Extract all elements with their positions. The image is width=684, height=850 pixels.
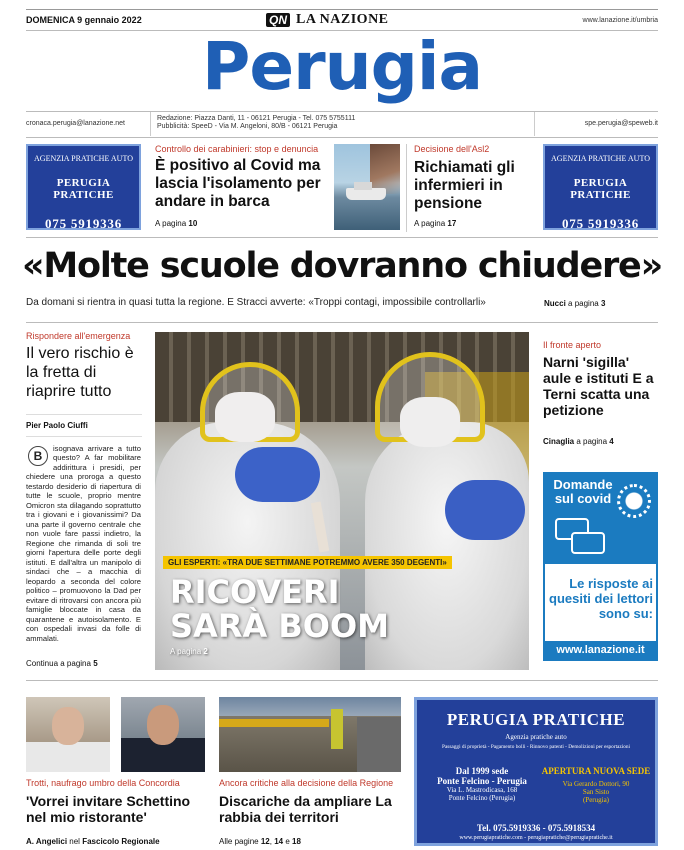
photo-headline[interactable] xyxy=(170,573,389,645)
bottom1-author: A. Angelici xyxy=(26,837,68,846)
photo-boat-cabin xyxy=(354,182,372,190)
left-article xyxy=(26,444,141,643)
right-ref-num: 4 xyxy=(609,437,614,446)
schettino-face xyxy=(147,705,179,745)
landfill-photo xyxy=(219,697,401,772)
info-divider-2 xyxy=(534,112,535,136)
right-ref xyxy=(543,437,614,446)
main-subhead: Da domani si rientra in quasi tutta la regione. E Stracci avverte: «Troppi contagi, impossibile controllarli» xyxy=(26,297,486,308)
ads-email[interactable]: spe.perugia@speweb.it xyxy=(584,120,658,127)
right-kicker: Il fronte aperto xyxy=(543,340,602,350)
story1-ref-prefix: A pagina xyxy=(155,219,187,228)
left-continue-text: Continua a pagina xyxy=(26,659,91,668)
photo-ref-prefix: A pagina xyxy=(170,647,202,656)
editorial-email[interactable]: cronaca.perugia@lanazione.net xyxy=(26,120,125,127)
worker-right-mask xyxy=(400,397,460,447)
photo-trees xyxy=(370,144,400,194)
bottom1-ref xyxy=(26,837,160,846)
issue-date: DOMENICA 9 gennaio 2022 xyxy=(26,15,142,25)
ad-big-name: PERUGIA PRATICHE xyxy=(446,710,626,729)
worker-left-mask xyxy=(215,392,275,442)
ad-big-since: Dal 1999 sede xyxy=(455,766,509,776)
covid-url[interactable]: www.lanazione.it xyxy=(545,641,656,659)
left-continue-num: 5 xyxy=(93,659,98,668)
bottom2-ref-p3: 18 xyxy=(292,837,301,846)
covid-title-line1: Domande xyxy=(553,477,613,492)
ad-big-web[interactable]: www.perugiapratiche.com - perugiapratiche@perugiapratiche.it xyxy=(459,835,613,841)
bottom2-ref xyxy=(219,837,301,846)
ad-big-tel: Tel. 075.5919336 - 075.5918534 xyxy=(476,823,596,833)
rule-bottom-section xyxy=(26,680,658,681)
ad-big-addr1: Via L. Mastrodicasa, 168 xyxy=(446,786,518,794)
ad-big[interactable] xyxy=(414,697,658,846)
ad-left-top: AGENZIA PRATICHE AUTO xyxy=(34,154,133,163)
landfill-container xyxy=(357,717,401,772)
bottom1-ref-bold: Fascicolo Regionale xyxy=(82,837,160,846)
bottom2-ref-sep1: , xyxy=(269,837,272,846)
left-rule-2 xyxy=(26,436,142,437)
main-headline[interactable]: «Molte scuole dovranno chiudere» xyxy=(21,246,663,286)
landfill-machine xyxy=(219,719,329,727)
left-rule xyxy=(26,414,142,415)
story2-kicker: Decisione dell'Asl2 xyxy=(414,144,490,154)
ad-big-new-title: APERTURA NUOVA SEDE xyxy=(541,766,651,776)
trotti-face xyxy=(52,707,84,745)
left-kicker: Rispondere all'emergenza xyxy=(26,331,131,341)
ad-left[interactable] xyxy=(26,144,141,230)
main-ref-text: a pagina xyxy=(568,299,599,308)
info-rule-top xyxy=(26,111,658,112)
bottom2-ref-p2: 14 xyxy=(274,837,284,846)
main-ref-num: 3 xyxy=(600,299,606,308)
landfill-worker xyxy=(331,709,343,749)
bottom1-kicker: Trotti, naufrago umbro della Concordia xyxy=(26,778,180,788)
paper-logo xyxy=(266,12,389,28)
info-rule-bottom xyxy=(26,137,658,138)
boat-photo xyxy=(334,144,400,230)
ad-big-new-office xyxy=(541,766,651,804)
rule-below-main xyxy=(26,322,658,323)
story2-ref xyxy=(414,219,456,228)
ad-big-new-addr3: (Perugia) xyxy=(582,796,610,804)
left-headline[interactable]: Il vero rischio è la fretta di riaprire tutto xyxy=(26,345,134,401)
qn-logo: QN xyxy=(266,13,290,27)
covid-title-line2: sul covid xyxy=(554,491,612,507)
paper-name: LA NAZIONE xyxy=(296,12,389,27)
worker-right-glove xyxy=(445,480,525,540)
right-author: Cinaglia xyxy=(543,437,575,446)
dropcap: B xyxy=(28,446,48,466)
bottom1-headline[interactable]: 'Vorrei invitare Schettino nel mio ristorante' xyxy=(26,793,191,826)
ad-big-subtitle: Agenzia pratiche auto xyxy=(505,733,567,741)
main-ref xyxy=(544,299,605,308)
story1-ref xyxy=(155,219,197,228)
bottom2-ref-p1: 12 xyxy=(260,837,270,846)
ad-right[interactable] xyxy=(543,144,658,230)
divider-top-stories xyxy=(406,144,407,232)
photo-ref-num: 2 xyxy=(203,647,208,656)
rule-below-top xyxy=(26,237,658,238)
photo-headline-line1: RICOVERI xyxy=(170,573,340,611)
top-rule xyxy=(26,9,658,10)
story2-ref-num: 17 xyxy=(447,219,457,228)
ad-left-name: PERUGIA PRATICHE xyxy=(53,177,114,201)
ad-right-top: AGENZIA PRATICHE AUTO xyxy=(551,154,650,163)
right-ref-text: a pagina xyxy=(576,437,608,446)
bottom1-ref-text: nel xyxy=(69,837,80,846)
bottom2-ref-prefix: Alle pagine xyxy=(219,837,259,846)
right-headline[interactable]: Narni 'sigilla' aule e istituti E a Terni scatta una petizione xyxy=(543,354,654,419)
photo-banner: GLI ESPERTI: «TRA DUE SETTIMANE POTREMMO AVERE 350 DEGENTI» xyxy=(163,556,452,569)
address-line-1: Redazione: Piazza Danti, 11 - 06121 Perugia - Tel. 075 5755111 xyxy=(157,115,356,122)
left-body: isognava arrivare a tutto questo? A far mobilitare addirittura i presidi, per chiedere una proroga a questo testardo desiderio di riapertura di tutte le scuole, proprio mentre Omicron sta dilagando soprattutto tra i giovani e i giovanissimi? Da una parte il governo centrale che non vuole fare passi indietro, la Regione che rimanda di soli tre giorni l'apertura delle porte degli istituti. E dall'altra un manipolo di sindaci che – a macchia di leopardo a seconda del colore politico – promuovono la Dad per evitare di ritrovarsi con ancora più famiglie bloccate in casa da quarantene e autoisolamento. E con ospedali invasi da folle di ammalati. xyxy=(26,444,141,643)
city-title: Perugia xyxy=(201,28,483,105)
schettino-photo xyxy=(121,697,205,772)
ad-left-phone: 075 5919336 xyxy=(44,216,123,231)
bottom2-kicker: Ancora critiche alla decisione della Regione xyxy=(219,778,394,788)
ad-right-name: PERUGIA PRATICHE xyxy=(570,177,631,201)
ad-big-addr2: Ponte Felcino (Perugia) xyxy=(448,794,516,802)
photo-headline-line2: SARÀ BOOM xyxy=(170,606,389,645)
trotti-photo xyxy=(26,697,110,772)
bottom2-ref-sep2: e xyxy=(285,837,290,846)
covid-box[interactable] xyxy=(543,472,658,661)
left-author: Pier Paolo Ciuffi xyxy=(26,421,88,430)
main-author: Nucci xyxy=(544,299,566,308)
story2-ref-prefix: A pagina xyxy=(414,219,446,228)
chat-bubble-icon-2 xyxy=(571,532,605,554)
bottom2-headline[interactable]: Discariche da ampliare La rabbia dei territori xyxy=(219,793,392,826)
ad-big-place: Ponte Felcino - Perugia xyxy=(437,776,527,786)
story1-headline[interactable]: È positivo al Covid ma lascia l'isolamento per andare in barca xyxy=(155,157,321,210)
ad-right-phone: 075 5919336 xyxy=(561,216,640,231)
covid-body: Le risposte ai quesiti dei lettori sono su: xyxy=(549,576,654,621)
story1-kicker: Controllo dei carabinieri: stop e denuncia xyxy=(155,144,319,154)
ad-big-main-office xyxy=(423,766,541,802)
virus-icon xyxy=(617,484,651,518)
worker-left-glove xyxy=(235,447,320,502)
website-link[interactable]: www.lanazione.it/umbria xyxy=(582,17,658,24)
photo-ref xyxy=(170,647,208,656)
ad-big-services: Passaggi di proprietà - Pagamento bolli - Rinnovo patenti - Demolizioni per esportazioni xyxy=(442,744,630,750)
story1-ref-num: 10 xyxy=(188,219,198,228)
left-continue[interactable] xyxy=(26,659,98,668)
story2-headline[interactable]: Richiamati gli infermieri in pensione xyxy=(414,159,515,212)
worker-right-suit xyxy=(365,422,529,670)
ad-big-new-addr2: San Sisto xyxy=(582,788,610,796)
covid-title xyxy=(548,478,618,507)
info-divider-1 xyxy=(150,112,151,136)
address-line-2: Pubblicità: SpeeD - Via M. Angeloni, 80/B - 06121 Perugia xyxy=(157,123,338,130)
ad-big-new-addr1: Via Gerardo Dottori, 90 xyxy=(562,780,630,788)
